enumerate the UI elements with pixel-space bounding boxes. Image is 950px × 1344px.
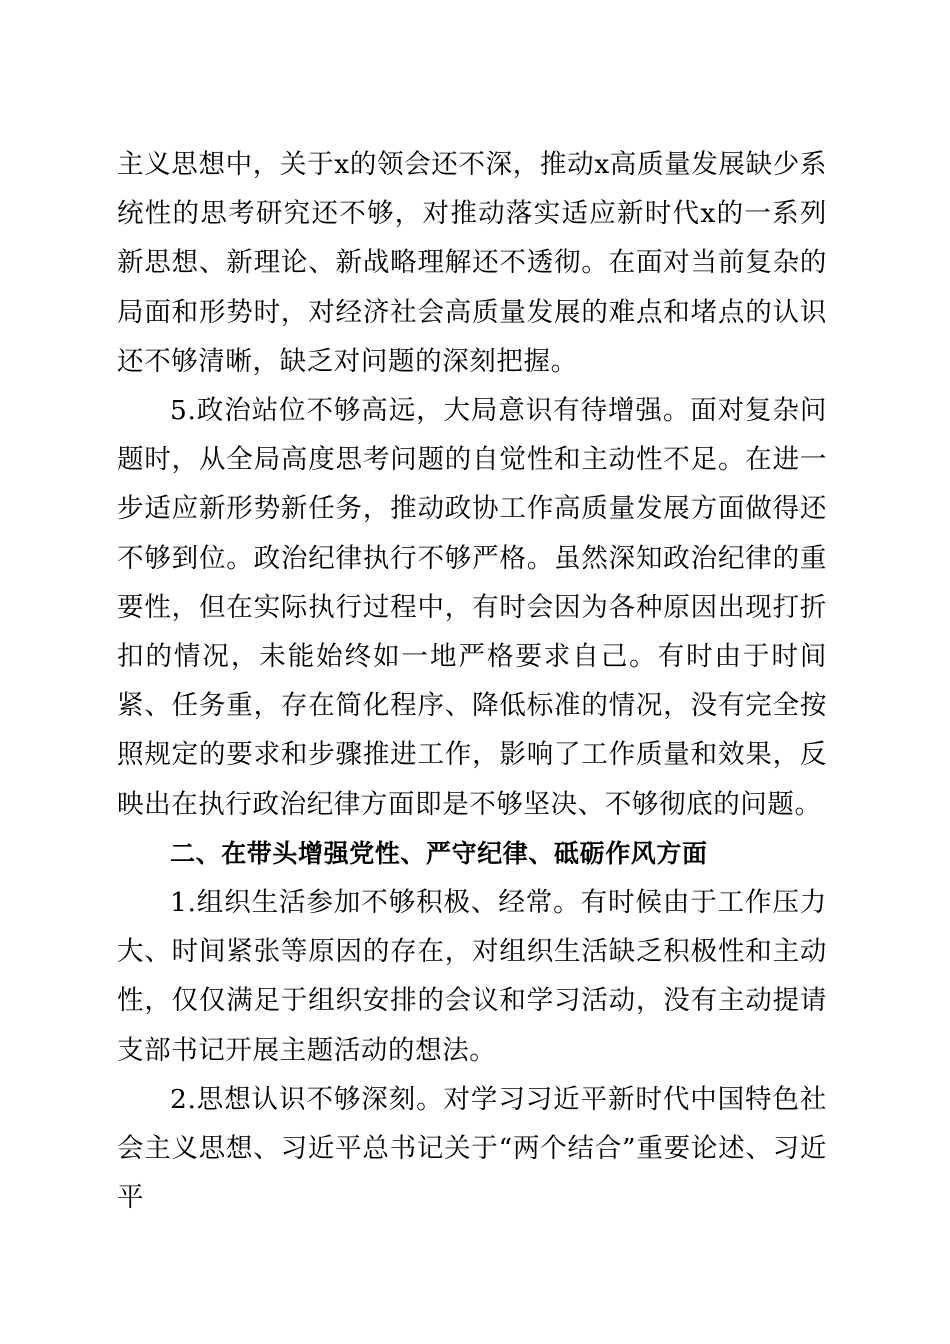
paragraph-item-2: 2.思想认识不够深刻。对学习习近平新时代中国特色社会主义思想、习近平总书记关于“两个结合”重要论述、习近平 — [117, 1083, 827, 1214]
document-body — [117, 140, 827, 1222]
paragraph-item-1: 1.组织生活参加不够积极、经常。有时候由于工作压力大、时间紧张等原因的存在，对组织生活缺乏积极性和主动性，仅仅满足于组织安排的会议和学习活动，没有主动提请支部书记开展主题活动的想法。 — [117, 887, 827, 1066]
paragraph-continuation: 主义思想中，关于x的领会还不深，推动x高质量发展缺少系统性的思考研究还不够，对推动落实适应新时代x的一系列新思想、新理论、新战略理解还不透彻。在面对当前复杂的局面和形势时，对经济社会高质量发展的难点和堵点的认识还不够清晰，缺乏对问题的深刻把握。 — [117, 149, 827, 377]
section-heading-2: 二、在带头增强党性、严守纪律、砥砺作风方面 — [170, 838, 708, 868]
paragraph-item-5: 5.政治站位不够高远，大局意识有待增强。面对复杂问题时，从全局高度思考问题的自觉性和主动性不足。在进一步适应新形势新任务，推动政协工作高质量发展方面做得还不够到位。政治纪律执行不够严格。虽然深知政治纪律的重要性，但在实际执行过程中，有时会因为各种原因出现打折扣的情况，未能始终如一地严格要求自己。有时由于时间紧、任务重，存在简化程序、降低标准的情况，没有完全按照规定的要求和步骤推进工作，影响了工作质量和效果，反映出在执行政治纪律方面即是不够坚决、不够彻底的问题。 — [117, 395, 827, 820]
